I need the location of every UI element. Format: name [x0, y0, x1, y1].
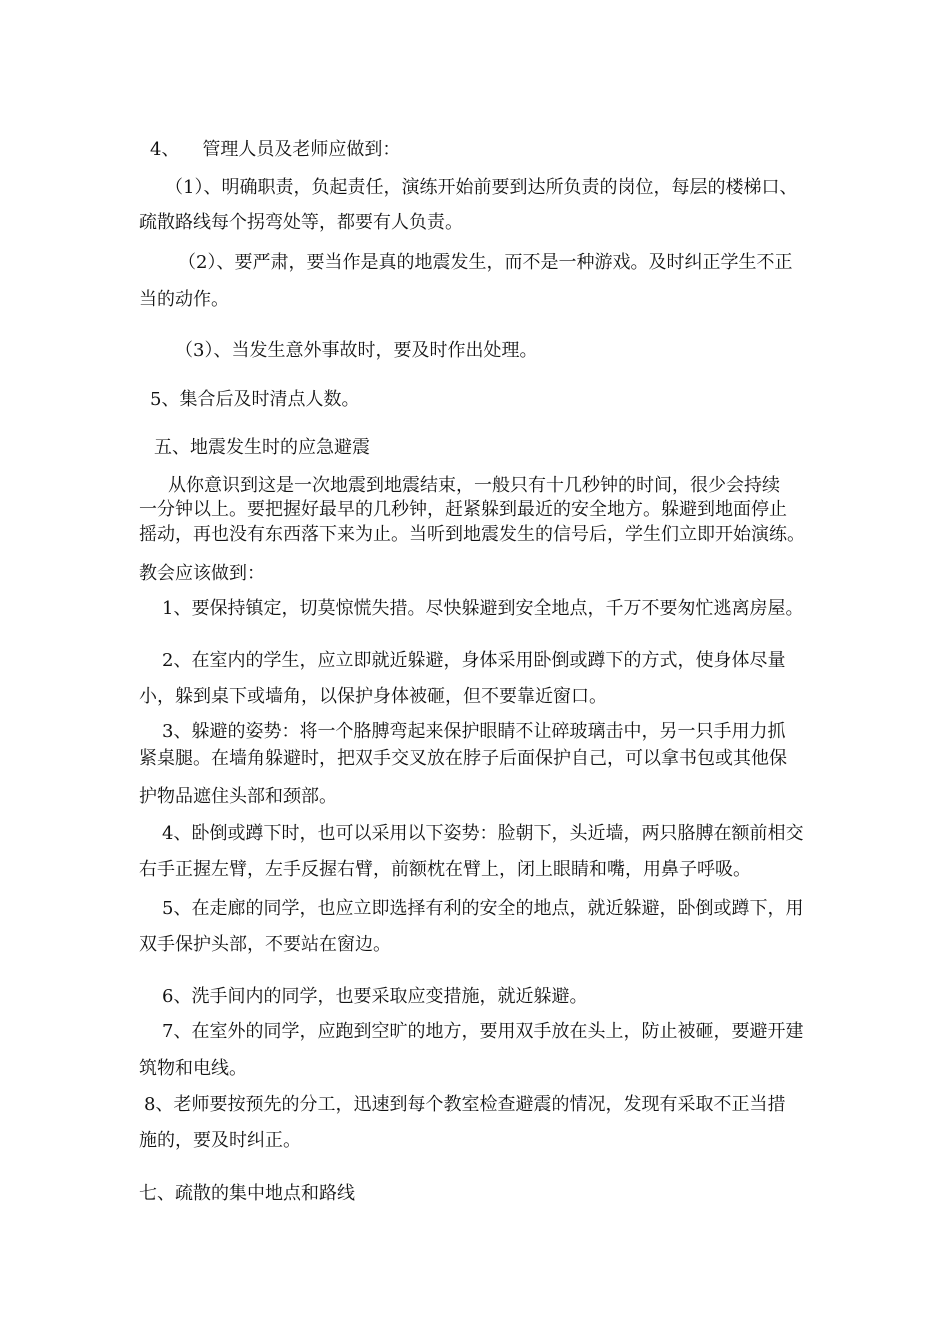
rule-2-cont: 小，躲到桌下或墙角，以保护身体被砸，但不要靠近窗口。 [139, 686, 607, 707]
line-heading-5: 5、集合后及时清点人数。 [150, 389, 360, 410]
rule-4: 4、卧倒或蹲下时，也可以采用以下姿势：脸朝下，头近墙，两只胳膊在额前相交 [162, 823, 804, 844]
rule-7-cont: 筑物和电线。 [139, 1058, 247, 1079]
paragraph-line-3: 摇动，再也没有东西落下来为止。当听到地震发生的信号后，学生们立即开始演练。 [139, 524, 805, 545]
rule-3: 3、躲避的姿势：将一个胳膊弯起来保护眼睛不让碎玻璃击中，另一只手用力抓 [162, 721, 786, 742]
paragraph-line-4: 教会应该做到： [139, 563, 265, 584]
rule-2: 2、在室内的学生，应立即就近躲避，身体采用卧倒或蹲下的方式，使身体尽量 [162, 650, 786, 671]
line-item-3: （3）、当发生意外事故时，要及时作出处理。 [175, 340, 538, 361]
rule-1: 1、要保持镇定，切莫惊慌失措。尽快躲避到安全地点，千万不要匆忙逃离房屋。 [162, 598, 804, 619]
line-item-2-cont: 当的动作。 [139, 289, 229, 310]
rule-3-cont-2: 护物品遮住头部和颈部。 [139, 786, 337, 807]
rule-4-cont: 右手正握左臂，左手反握右臂，前额枕在臂上，闭上眼睛和嘴，用鼻子呼吸。 [139, 859, 751, 880]
rule-5: 5、在走廊的同学，也应立即选择有利的安全的地点，就近躲避，卧倒或蹲下，用 [162, 898, 804, 919]
line-item-2: （2）、要严肃，要当作是真的地震发生，而不是一种游戏。及时纠正学生不正 [178, 252, 793, 273]
line-item-1-cont: 疏散路线每个拐弯处等，都要有人负责。 [139, 212, 463, 233]
rule-7: 7、在室外的同学，应跑到空旷的地方，要用双手放在头上，防止被砸，要避开建 [162, 1021, 804, 1042]
section-heading-five: 五、地震发生时的应急避震 [154, 437, 370, 458]
rule-3-cont-1: 紧桌腿。在墙角躲避时，把双手交叉放在脖子后面保护自己，可以拿书包或其他保 [139, 748, 787, 769]
section-heading-seven: 七、疏散的集中地点和路线 [139, 1183, 355, 1204]
paragraph-line-2: 一分钟以上。要把握好最早的几秒钟，赶紧躲到最近的安全地方。躲避到地面停止 [139, 499, 787, 520]
rule-5-cont: 双手保护头部，不要站在窗边。 [139, 934, 391, 955]
rule-8: 8、老师要按预先的分工，迅速到每个教室检查避震的情况，发现有采取不正当措 [144, 1094, 786, 1115]
rule-6: 6、洗手间内的同学，也要采取应变措施，就近躲避。 [162, 986, 588, 1007]
line-item-1: （1）、明确职责，负起责任，演练开始前要到达所负责的岗位，每层的楼梯口、 [165, 177, 798, 198]
line-heading-4: 4、 管理人员及老师应做到： [150, 139, 401, 160]
paragraph-line-1: 从你意识到这是一次地震到地震结束，一般只有十几秒钟的时间，很少会持续 [168, 475, 780, 496]
rule-8-cont: 施的，要及时纠正。 [139, 1130, 301, 1151]
